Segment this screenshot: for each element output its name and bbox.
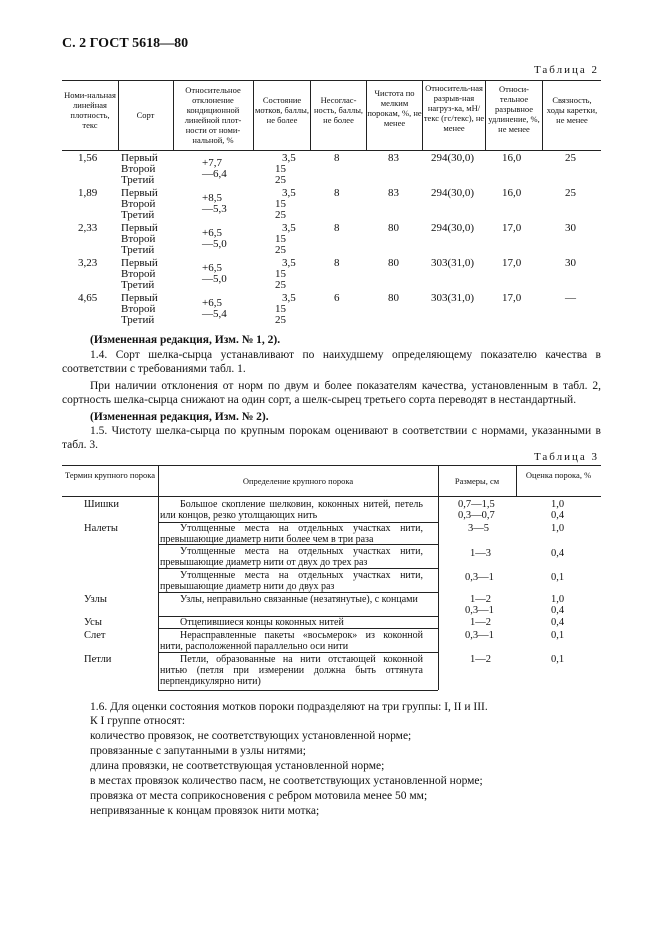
table-cell: Второй: [121, 268, 156, 280]
table-cell: 3,5: [282, 187, 296, 199]
table-cell: Усы: [84, 617, 102, 628]
table-cell: 25: [565, 187, 576, 199]
table-cell: 30: [565, 222, 576, 234]
table-cell: Первый: [121, 222, 158, 234]
table-cell: 15: [275, 303, 286, 315]
table-cell: 17,0: [502, 292, 522, 304]
table-cell: 6: [334, 292, 340, 304]
table-cell: 17,0: [502, 257, 522, 269]
list-item: длина провязки, не соответствующая установленной норме;: [90, 760, 385, 772]
paragraph-1-4: 1.4. Сорт шелка-сырца устанавливают по наихудшему определяющему показателю качества в соответствии с требованиями табл. 1.: [62, 349, 601, 375]
table-cell: —6,4: [202, 168, 227, 180]
table-cell: 1—2: [470, 617, 491, 628]
defect-definition: Нерасправленные пакеты «восьмерок» из коконной нити, расположенной параллельно оси нити: [160, 630, 423, 652]
table-cell: 8: [334, 187, 340, 199]
table-cell: Первый: [121, 257, 158, 269]
table-cell: Второй: [121, 233, 156, 245]
paragraph-1-6: 1.6. Для оценки состояния мотков пороки подразделяют на три группы: I, II и III.: [90, 701, 488, 713]
table-cell: 25: [275, 209, 286, 221]
table-cell: 303(31,0): [431, 257, 475, 269]
table-cell: 1—3: [470, 548, 491, 559]
edition-note-1: (Измененная редакция, Изм. № 1, 2).: [90, 334, 281, 346]
table-cell: 15: [275, 163, 286, 175]
table-cell: 8: [334, 257, 340, 269]
t2-col-state: Состояние мотков, баллы, не более: [255, 95, 309, 125]
t3-col-definition: Определение крупного порока: [242, 476, 354, 486]
list-item: непривязанные к концам провязок нити мотка;: [90, 805, 320, 817]
table-cell: 0,4: [551, 510, 565, 521]
table-cell: 15: [275, 198, 286, 210]
paragraph-deviation: При наличии отклонения от норм по двум и более показателям качества, установленным в табл. 2, сортность шелка-сырца снижают на один сорт, а шелк-сырец третьего сорта переводят в нестандартный.: [62, 380, 601, 406]
table-cell: 1,0: [551, 594, 565, 605]
table-cell: 30: [565, 257, 576, 269]
table-cell: 294(30,0): [431, 222, 475, 234]
t2-col-density: Номи-нальная линейная плотность, текс: [64, 90, 116, 130]
table-cell: 303(31,0): [431, 292, 475, 304]
list-item: количество провязок, не соответствующих установленной норме;: [90, 730, 412, 742]
table-cell: 0,4: [551, 548, 565, 559]
table-cell: Налеты: [84, 523, 118, 534]
table-cell: 3,5: [282, 222, 296, 234]
list-item: провязанные с запутанными в узлы нитями;: [90, 745, 306, 757]
table-cell: Третий: [121, 314, 155, 326]
table-cell: +6,5: [202, 227, 222, 239]
t2-col-elong: Относи-тельное разрывное удлинение, %, не менее: [488, 84, 540, 134]
table-cell: 2,33: [78, 222, 98, 234]
table-cell: 25: [275, 244, 286, 256]
t3-col-size: Размеры, см: [454, 476, 500, 486]
table-cell: 3,5: [282, 257, 296, 269]
list-item: провязка от места соприкосновения с ребром мотовила менее 50 мм;: [90, 790, 428, 802]
table-cell: 25: [275, 279, 286, 291]
table-cell: 1—2: [470, 594, 491, 605]
table-cell: 83: [388, 187, 399, 199]
table-cell: Третий: [121, 244, 155, 256]
list-item: в местах провязок количество пасм, не соответствующих установленной норме;: [90, 775, 483, 787]
table-cell: 83: [388, 152, 399, 164]
table-cell: 4,65: [78, 292, 98, 304]
t2-col-cohesion: Связность, ходы каретки, не менее: [546, 95, 598, 125]
table-cell: 1—2: [470, 654, 491, 665]
table-cell: 1,56: [78, 152, 98, 164]
table-cell: 0,3—1: [465, 605, 494, 616]
defect-definition: Утолщенные места на отдельных участках нити, превышающие диаметр нити более чем в три раза: [160, 523, 423, 545]
table-cell: 17,0: [502, 222, 522, 234]
table-cell: Третий: [121, 279, 155, 291]
table-cell: Второй: [121, 303, 156, 315]
table-cell: 3,5: [282, 152, 296, 164]
table-cell: —5,0: [202, 273, 227, 285]
table-cell: Петли: [84, 654, 112, 665]
t2-col-purity: Чистота по мелким порокам, %, не менее: [367, 88, 422, 128]
table-cell: 3,5: [282, 292, 296, 304]
paragraph-1-5: 1.5. Чистоту шелка-сырца по крупным порокам оценивают в соответствии с нормами, указанными в табл. 3.: [62, 425, 601, 451]
table3-caption: Таблица 3: [533, 451, 599, 463]
table-cell: Первый: [121, 152, 158, 164]
table-cell: 0,4: [551, 605, 565, 616]
defect-definition: Утолщенные места на отдельных участках нити, превышающие диаметр нити до двух раз: [160, 570, 423, 592]
t2-col-load: Относитель-ная разрыв-ная нагруз-ка, мН/текс (гс/текс), не менее: [423, 83, 485, 133]
table-cell: Третий: [121, 174, 155, 186]
table-cell: +8,5: [202, 192, 222, 204]
page-header: С. 2 ГОСТ 5618—80: [62, 36, 189, 51]
t2-col-discord: Несоглас-ность, баллы, не более: [313, 95, 364, 125]
table-cell: 25: [565, 152, 576, 164]
table-cell: 1,0: [551, 523, 565, 534]
table-cell: 0,1: [551, 654, 565, 665]
table-cell: 25: [275, 174, 286, 186]
table-cell: Первый: [121, 292, 158, 304]
table-cell: 80: [388, 222, 399, 234]
table-cell: Шишки: [84, 499, 120, 510]
table-cell: 16,0: [502, 187, 522, 199]
table-cell: Второй: [121, 163, 156, 175]
table-cell: +6,5: [202, 262, 222, 274]
table2-caption: Таблица 2: [533, 64, 599, 76]
table-cell: 0,1: [551, 572, 565, 583]
table-cell: Первый: [121, 187, 158, 199]
table-cell: Третий: [121, 209, 155, 221]
table-cell: 3,23: [78, 257, 98, 269]
defect-definition: Утолщенные места на отдельных участках нити, превышающие диаметр нити от двух до трех раз: [160, 546, 423, 568]
t3-col-term: Термин крупного порока: [65, 470, 155, 480]
table-cell: 0,4: [551, 617, 565, 628]
t2-col-deviation: Относительное отклонение кондиционной линейной плот-ности от номи-нальной, %: [184, 85, 242, 145]
defect-definition: Большое скопление шелковин, коконных нитей, петель или концов, резко утолщающих нить: [160, 499, 423, 521]
table-cell: —: [565, 292, 576, 304]
table-cell: 25: [275, 314, 286, 326]
table-cell: 80: [388, 292, 399, 304]
group-1-heading: К I группе относят:: [90, 715, 186, 727]
table-cell: Второй: [121, 198, 156, 210]
edition-note-2: (Измененная редакция, Изм. № 2).: [90, 411, 269, 423]
table-cell: 0,3—1: [465, 630, 494, 641]
table-cell: 8: [334, 222, 340, 234]
table-cell: 1,89: [78, 187, 98, 199]
table-cell: 294(30,0): [431, 187, 475, 199]
table-cell: +7,7: [202, 157, 222, 169]
t2-col-grade: Сорт: [136, 110, 155, 120]
table-cell: 1,0: [551, 499, 565, 510]
table-cell: —5,0: [202, 238, 227, 250]
defect-definition: Отцепившиеся концы коконных нитей: [180, 617, 344, 628]
table-cell: 3—5: [468, 523, 489, 534]
table-cell: Узлы: [84, 594, 107, 605]
table-cell: 0,3—1: [465, 572, 494, 583]
defect-definition: Узлы, неправильно связанные (незатянутые), с концами: [180, 594, 418, 605]
table-cell: 0,3—0,7: [458, 510, 495, 521]
table-cell: 15: [275, 268, 286, 280]
table-cell: 0,7—1,5: [458, 499, 495, 510]
table-cell: Слет: [84, 630, 106, 641]
table-cell: 0,1: [551, 630, 565, 641]
table-cell: 16,0: [502, 152, 522, 164]
table-cell: 15: [275, 233, 286, 245]
defect-definition: Петли, образованные на нити отстающей коконной нитью (петля при измерении должна быть оттянута перпендикулярно нити): [160, 654, 423, 687]
table-cell: —5,3: [202, 203, 227, 215]
table-cell: 80: [388, 257, 399, 269]
t3-col-score: Оценка порока, %: [525, 470, 592, 480]
table-cell: —5,4: [202, 308, 227, 320]
table-cell: +6,5: [202, 297, 222, 309]
table-cell: 294(30,0): [431, 152, 475, 164]
table-cell: 8: [334, 152, 340, 164]
